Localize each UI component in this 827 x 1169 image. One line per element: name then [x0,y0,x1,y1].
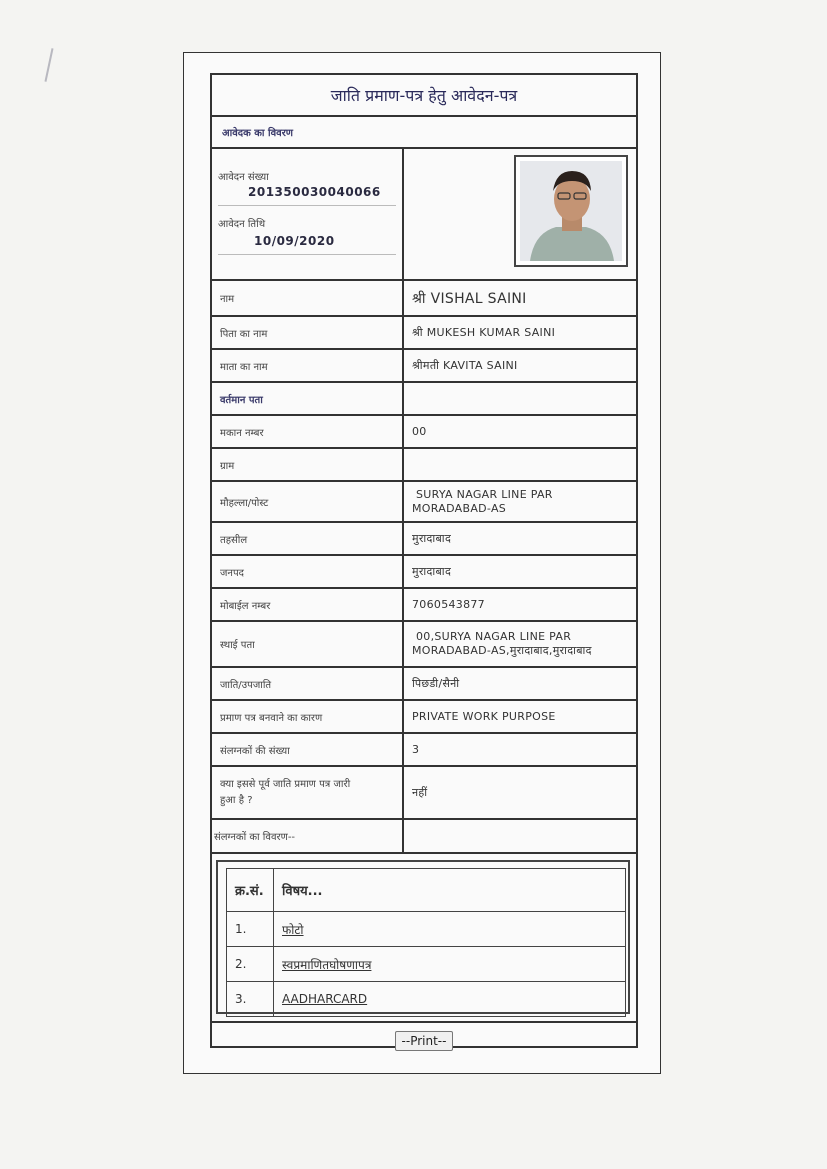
row-value-line: MORADABAD-AS,मुरादाबाद,मुरादाबाद [412,644,592,657]
row-label-line: क्या इससे पूर्व जाति प्रमाण पत्र जारी [220,778,351,790]
row-value: पिछडी/सैनी [412,677,460,690]
photo-image [520,161,622,261]
row-attachment-count [212,734,636,767]
row-number: 3. [227,982,274,1017]
row-district [212,556,636,589]
row-label: प्रमाण पत्र बनवाने का कारण [212,701,404,732]
print-button[interactable]: --Print-- [395,1031,454,1051]
section-heading: आवेदक का विवरण [212,117,636,149]
row-label: जनपद [212,556,404,587]
photo-cell [404,149,636,279]
application-no-label: आवेदन संख्या [218,172,269,183]
application-form [210,73,638,1048]
row-value: मुरादाबाद [412,565,452,578]
attachments-block [212,854,636,1023]
row-label: मोबाईल नम्बर [212,589,404,620]
print-row [212,1023,636,1059]
row-reason [212,701,636,734]
divider [218,205,396,206]
row-label: मकान नम्बर [212,416,404,447]
row-label: पिता का नाम [212,317,404,348]
row-number: 2. [227,947,274,982]
row-mother-name [212,350,636,383]
row-value [404,622,636,666]
row-subject-cell [274,982,626,1017]
row-label: संलग्नकों की संख्या [212,734,404,765]
application-no-value: 201350030040066 [248,185,381,199]
row-label: वर्तमान पता [212,383,404,414]
row-attachment-details [212,820,636,854]
row-value: 3 [412,743,420,756]
row-previous-certificate [212,767,636,820]
row-value: श्री VISHAL SAINI [412,290,527,307]
applicant-photo [514,155,628,267]
attachment-link-self-declaration[interactable]: स्वप्रमाणितघोषणापत्र [282,957,372,972]
row-subject-cell [274,947,626,982]
row-value: PRIVATE WORK PURPOSE [412,710,556,723]
row-locality [212,482,636,523]
table-header-row [227,869,626,912]
row-label: ग्राम [212,449,404,480]
row-value: श्रीमती KAVITA SAINI [412,359,518,372]
row-label: जाति/उपजाति [212,668,404,699]
column-header-no: क्र.सं. [227,869,274,912]
attachment-link-aadhar[interactable]: AADHARCARD [282,992,368,1006]
row-value: 7060543877 [412,598,485,611]
row-value [404,482,636,521]
row-label: नाम [212,281,404,315]
row-permanent-address [212,622,636,668]
table-row [227,982,626,1017]
row-mobile [212,589,636,622]
attachment-link-photo[interactable]: फोटो [282,922,304,937]
form-title: जाति प्रमाण-पत्र हेतु आवेदन-पत्र [212,75,636,117]
table-row [227,912,626,947]
row-value [404,820,636,852]
column-header-subject: विषय... [274,869,626,912]
row-number: 1. [227,912,274,947]
row-label: स्थाई पता [212,622,404,666]
row-tehsil [212,523,636,556]
row-label: तहसील [212,523,404,554]
row-value-line: 00,SURYA NAGAR LINE PAR [416,630,572,644]
row-value [404,383,636,414]
application-info-block [212,149,636,281]
scan-mark [44,48,53,82]
row-value-line: MORADABAD-AS [412,501,507,515]
row-name [212,281,636,317]
row-house-number [212,416,636,449]
row-value: श्री MUKESH KUMAR SAINI [412,326,556,339]
attachments-frame [216,860,630,1014]
row-value: मुरादाबाद [412,532,452,545]
row-value: 00 [412,425,427,438]
row-subject-cell [274,912,626,947]
row-label [212,767,404,818]
application-meta [212,149,404,279]
application-date-label: आवेदन तिथि [218,219,266,230]
row-current-address [212,383,636,416]
attachments-table [226,868,626,1017]
row-label: मौहल्ला/पोस्ट [212,482,404,521]
row-value: नहीं [412,786,428,799]
row-value [404,449,636,480]
application-date-value: 10/09/2020 [254,234,335,248]
row-label-line: हुआ है ? [220,794,253,806]
row-label: संलग्नकों का विवरण-- [212,820,404,852]
row-father-name [212,317,636,350]
divider [218,254,396,255]
row-label: माता का नाम [212,350,404,381]
table-row [227,947,626,982]
row-caste [212,668,636,701]
row-value-line: SURYA NAGAR LINE PAR [416,487,553,501]
row-village [212,449,636,482]
